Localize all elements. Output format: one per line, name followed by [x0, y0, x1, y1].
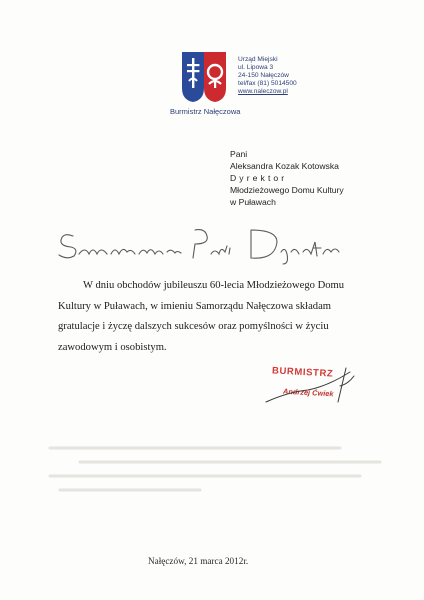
- body-line: Kultury w Puławach, w imieniu Samorządu Nałęczowa składam: [58, 300, 332, 312]
- reverse-side-bleed: [40, 440, 390, 500]
- signature-mark: [258, 362, 368, 408]
- address-line: Urząd Miejski: [238, 56, 278, 63]
- website-link[interactable]: www.naleczow.pl: [238, 88, 288, 96]
- naleczow-coat-of-arms-icon: [180, 50, 228, 104]
- recipient-block: [230, 148, 344, 208]
- address-line: 24-150 Nałęczów: [238, 72, 289, 80]
- letterhead-caption: Burmistrz Nałęczowa: [170, 107, 241, 116]
- recipient-name: Aleksandra Kozak Kotowska: [230, 161, 339, 171]
- body-line: zawodowym i osobistym.: [58, 341, 167, 353]
- recipient-title: Dyrektor: [230, 173, 288, 183]
- body-line: gratulacje i życzę dalszych sukcesów oraz pomyślności w życiu: [58, 321, 329, 332]
- recipient-line: w Puławach: [230, 197, 276, 207]
- recipient-line: Młodzieżowego Domu Kultury: [230, 185, 344, 195]
- body-line: W dniu obchodów jubileuszu 60-lecia Młodzieżowego Domu: [83, 280, 345, 291]
- letterhead-address: [238, 56, 297, 96]
- recipient-line: Pani: [230, 149, 248, 159]
- letter-body: [58, 276, 368, 358]
- stamp-title: BURMISTRZ: [271, 365, 334, 380]
- address-line: ul. Lipowa 3: [238, 64, 274, 72]
- place-date: Nałęczów, 21 marca 2012r.: [148, 556, 249, 566]
- address-line: tel/fax (81) 5014500: [238, 80, 297, 88]
- stamp-name: Andrzej Ćwiek: [282, 386, 334, 399]
- handwritten-greeting: [55, 222, 345, 266]
